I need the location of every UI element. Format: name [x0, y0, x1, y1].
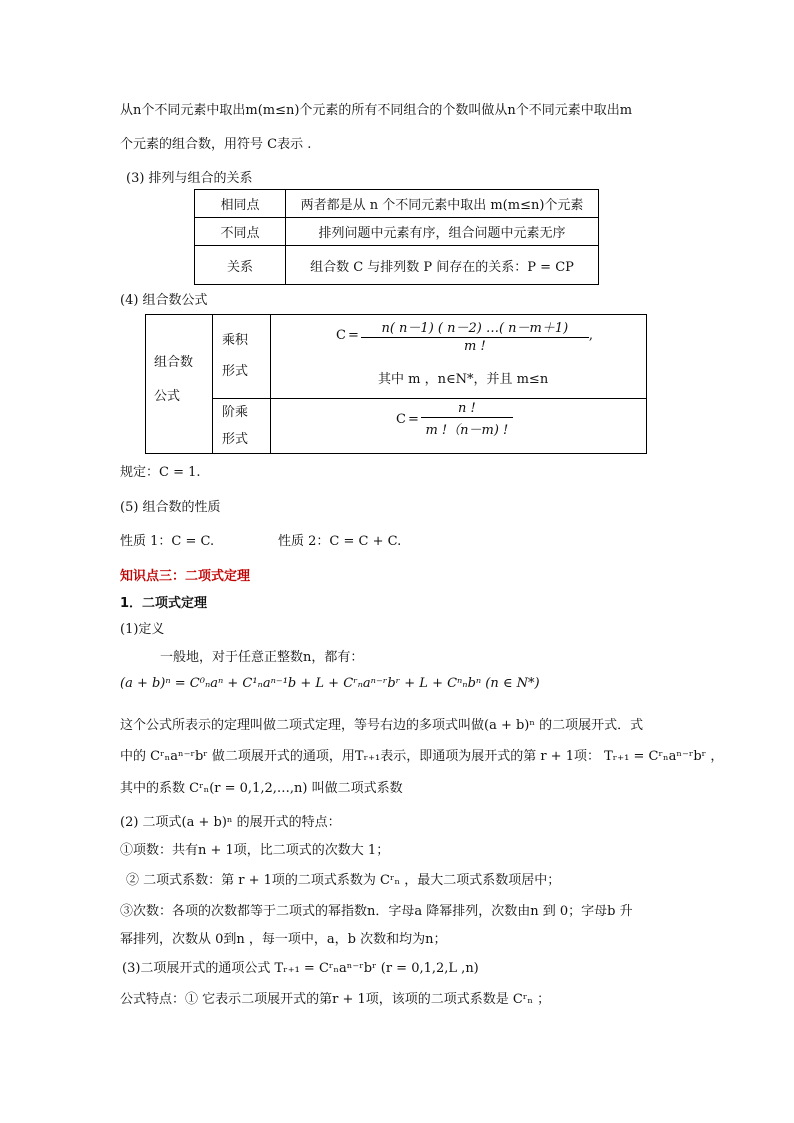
formula-label-1: 组合数 — [154, 355, 194, 370]
definition-label: (1)定义 — [120, 622, 165, 637]
paragraph-line-3: 其中的系数 Cʳₙ(r = 0,1,2,…,n) 叫做二项式系数 — [120, 781, 403, 796]
property-2: 性质 2：C = C + C. — [278, 534, 402, 549]
relation-value: 排列问题中元素有序，组合问题中元素无序 — [286, 218, 599, 246]
intro-line-1: 从n个不同元素中取出m(m≤n)个元素的所有不同组合的个数叫做从n个不同元素中取出m — [120, 103, 633, 118]
product-fraction — [361, 317, 589, 354]
divider — [212, 315, 213, 453]
table-row — [195, 190, 599, 218]
divider — [270, 315, 271, 453]
property-1: 性质 1：C = C. — [120, 534, 215, 549]
equals: = — [407, 412, 419, 427]
factorial-fraction — [421, 401, 513, 438]
denominator: m ! — [361, 337, 589, 354]
factorial-label-2: 形式 — [222, 432, 249, 447]
table-row — [195, 246, 599, 285]
relation-key: 关系 — [195, 246, 286, 285]
equals: = — [347, 328, 359, 343]
product-label-1: 乘积 — [222, 333, 249, 348]
divider — [212, 398, 646, 399]
comma: , — [588, 328, 593, 343]
relation-key: 不同点 — [195, 218, 286, 246]
section-title: 知识点三：二项式定理 — [120, 569, 251, 584]
numerator: n ! — [457, 401, 476, 416]
definition-text: 一般地，对于任意正整数n，都有： — [160, 650, 364, 665]
product-formula — [336, 317, 593, 354]
props-heading: (5) 组合数的性质 — [120, 500, 221, 515]
features-heading: (2) 二项式(a + b)ⁿ 的展开式的特点： — [120, 815, 341, 830]
product-label-2: 形式 — [222, 364, 249, 379]
feature-3b: 幂排列，次数从 0到n ，每一项中，a，b 次数和均为n； — [120, 932, 447, 947]
factorial-label-1: 阶乘 — [222, 405, 249, 420]
paragraph-line-2: 中的 Cʳₙaⁿ⁻ʳbʳ 做二项展开式的通项，用Tᵣ₊₁表示，即通项为展开式的第 r + 1项： Tᵣ₊₁ = Cʳₙaⁿ⁻ʳbʳ ， — [120, 749, 724, 764]
formula-table — [145, 314, 647, 454]
c-symbol: C — [336, 328, 346, 343]
rule: 规定：C = 1. — [120, 465, 201, 480]
product-note: 其中 m ，n∈N*，并且 m≤n — [378, 372, 549, 387]
binomial-expansion: (a + b)ⁿ = C⁰ₙaⁿ + C¹ₙaⁿ⁻¹b + L + Cʳₙaⁿ⁻ʳbʳ + L + Cⁿₙbⁿ (n ∈ N*) — [120, 676, 540, 691]
factorial-formula — [396, 401, 513, 438]
formula-label-2: 公式 — [154, 389, 181, 404]
feature-2: ② 二项式系数：第 r + 1项的二项式系数为 Cʳₙ ，最大二项式系数项居中； — [126, 873, 561, 888]
intro-line-2: 个元素的组合数，用符号 C表示 . — [120, 137, 312, 152]
general-term-feature: 公式特点：① 它表示二项展开式的第r + 1项，该项的二项式系数是 Cʳₙ ； — [120, 992, 551, 1007]
formula-heading: (4) 组合数公式 — [120, 293, 208, 308]
c-symbol: C — [396, 412, 406, 427]
numerator: n( n－1) ( n－2) …( n－m＋1) — [381, 321, 569, 336]
paragraph-line-1: 这个公式所表示的定理叫做二项式定理，等号右边的多项式叫做(a + b)ⁿ 的二项展开式．式 — [120, 718, 644, 733]
section-subtitle: 1．二项式定理 — [120, 596, 208, 611]
relation-value: 组合数 C 与排列数 P 间存在的关系：P = CP — [286, 246, 599, 285]
general-term: (3)二项展开式的通项公式 Tᵣ₊₁ = Cʳₙaⁿ⁻ʳbʳ (r = 0,1,2,L ,n) — [122, 961, 479, 976]
table-row — [195, 218, 599, 246]
feature-3a: ③次数：各项的次数都等于二项式的幂指数n．字母a 降幂排列，次数由n 到 0；字母b 升 — [120, 904, 633, 919]
relation-value: 两者都是从 n 个不同元素中取出 m(m≤n)个元素 — [286, 190, 599, 218]
relation-table — [194, 189, 599, 285]
denominator: m !（n－m) ! — [421, 417, 513, 438]
feature-1: ①项数：共有n + 1项，比二项式的次数大 1； — [120, 843, 390, 858]
relation-heading: (3) 排列与组合的关系 — [126, 171, 253, 186]
relation-key: 相同点 — [195, 190, 286, 218]
